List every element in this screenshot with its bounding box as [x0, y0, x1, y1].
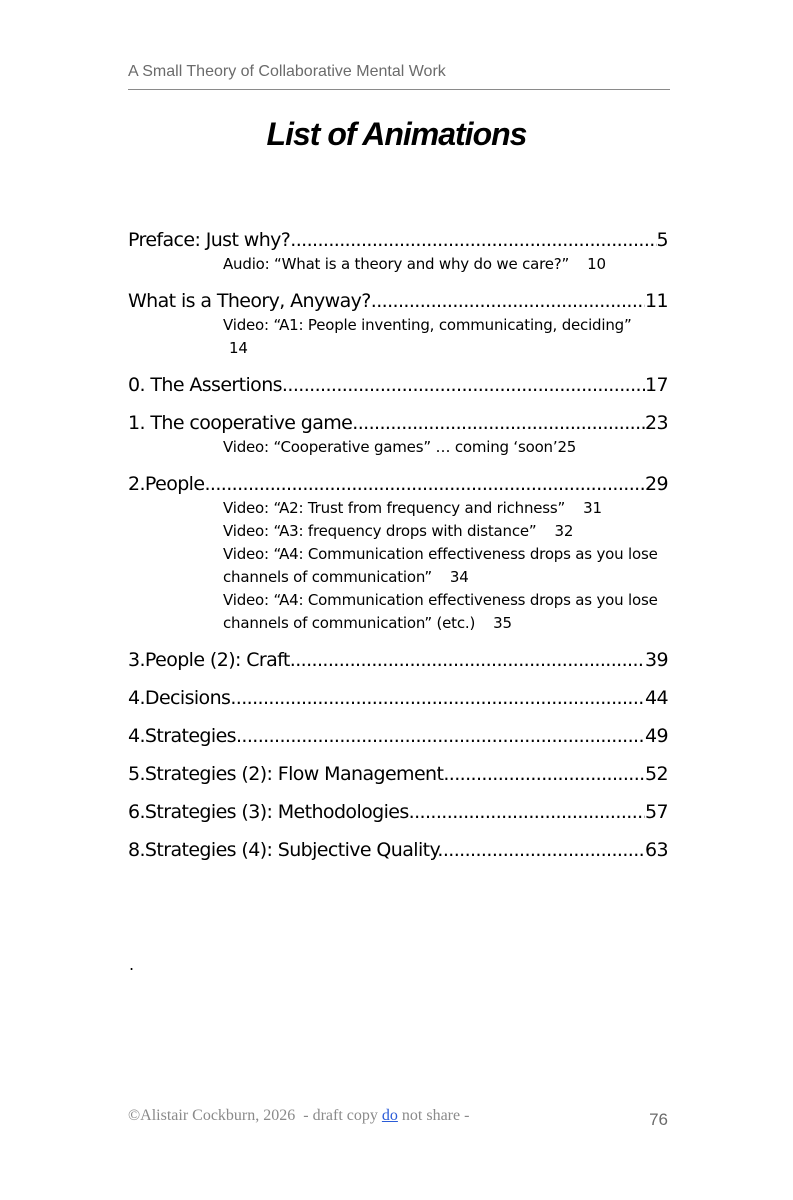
- toc-entry-label: 8.Strategies (4): Subjective Quality.: [128, 839, 443, 861]
- toc-subentry[interactable]: [223, 497, 668, 520]
- toc-entry-label: 0. The Assertions.: [128, 374, 288, 396]
- toc-entry[interactable]: [128, 685, 668, 711]
- toc-entry[interactable]: [128, 227, 668, 253]
- toc-entry-page: 5: [656, 229, 668, 251]
- toc-entry-page: 63: [645, 839, 668, 861]
- toc-subentry-text: Video: “A4: Communication effectiveness drops as you lose channels of communication”: [223, 545, 658, 586]
- toc-subentry-page: 25: [557, 438, 577, 456]
- toc-subentry-page: 34: [449, 568, 469, 586]
- footer-text-start: ©Alistair Cockburn, 2026 - draft copy: [128, 1107, 382, 1124]
- toc-entry-label: What is a Theory, Anyway?: [128, 290, 371, 312]
- toc-entry[interactable]: [128, 799, 668, 825]
- footer-text-end: not share -: [397, 1107, 470, 1124]
- toc-entry-page: 44: [645, 687, 668, 709]
- toc-subentry-text: Audio: “What is a theory and why do we care?”: [223, 255, 570, 273]
- leader-dots: [409, 799, 645, 825]
- toc-entry-page: 49: [645, 725, 668, 747]
- copyright-footer: [128, 1107, 469, 1125]
- toc-item-assertions: [128, 372, 668, 398]
- leader-dots: [443, 761, 645, 787]
- toc-item-preface: [128, 227, 668, 276]
- toc-entry[interactable]: [128, 471, 668, 497]
- leader-dots: [287, 372, 645, 398]
- toc-subentry-page: 31: [583, 499, 602, 517]
- toc-subentry-page: 10: [587, 255, 606, 273]
- toc-item-strategies: [128, 723, 668, 749]
- toc-subentry[interactable]: [223, 520, 668, 543]
- toc-subentry-text: Video: “A1: People inventing, communicating, deciding”: [223, 316, 632, 334]
- toc-entry[interactable]: [128, 288, 668, 314]
- toc-item-theory: [128, 288, 668, 360]
- toc-entry-page: 39: [645, 649, 668, 671]
- toc-entry-label: 5.Strategies (2): Flow Management: [128, 763, 444, 785]
- toc-entry-label: 3.People (2): Craft.: [128, 649, 296, 671]
- toc-entry-label: 2.People.: [128, 473, 210, 495]
- toc-entry[interactable]: [128, 837, 668, 863]
- toc-subentry-page: 14: [229, 339, 248, 357]
- running-header: A Small Theory of Collaborative Mental Work: [128, 63, 670, 90]
- leader-dots: [443, 837, 645, 863]
- toc-subentry-page: 35: [493, 614, 512, 632]
- toc-subentry[interactable]: [223, 436, 668, 459]
- toc-entry[interactable]: [128, 761, 668, 787]
- toc-item-flow-management: [128, 761, 668, 787]
- toc-entry[interactable]: [128, 647, 668, 673]
- toc-entry[interactable]: [128, 723, 668, 749]
- toc-entry-label: 1. The cooperative game: [128, 412, 353, 434]
- toc-subentry[interactable]: [223, 253, 668, 276]
- toc-subentry[interactable]: [223, 543, 668, 589]
- toc-entry-label: Preface: Just why?: [128, 229, 291, 251]
- leader-dots: [230, 685, 645, 711]
- toc-item-people: [128, 471, 668, 635]
- leader-dots: [371, 288, 645, 314]
- toc-entry-page: 52: [645, 763, 668, 785]
- toc-entry-label: 6.Strategies (3): Methodologies: [128, 801, 409, 823]
- toc-entry-page: 11: [645, 290, 668, 312]
- leader-dots: [290, 227, 656, 253]
- leader-dots: [352, 410, 645, 436]
- toc-entry-page: 29: [645, 473, 668, 495]
- page-number: 76: [649, 1110, 668, 1129]
- leader-dots: [295, 647, 645, 673]
- toc-item-cooperative-game: [128, 410, 668, 459]
- toc-subentry[interactable]: [223, 314, 668, 360]
- toc-subentry[interactable]: [223, 589, 668, 635]
- toc-item-methodologies: [128, 799, 668, 825]
- toc-subentry-text: Video: “A4: Communication effectiveness drops as you lose channels of communication” (etc.): [223, 591, 658, 632]
- leader-dots: [241, 723, 645, 749]
- page-title: List of Animations: [266, 116, 527, 152]
- toc-entry-page: 23: [645, 412, 668, 434]
- toc-entry[interactable]: [128, 372, 668, 398]
- table-of-contents: [128, 227, 668, 863]
- toc-item-craft: [128, 647, 668, 673]
- toc-entry-label: 4.Decisions: [128, 687, 231, 709]
- toc-subentry-text: Video: “A2: Trust from frequency and richness”: [223, 499, 566, 517]
- toc-subentry-text: Video: “Cooperative games” … coming ‘soon’: [223, 438, 558, 456]
- toc-entry-label: 4.Strategies.: [128, 725, 242, 747]
- leader-dots: [210, 471, 645, 497]
- toc-item-decisions: [128, 685, 668, 711]
- toc-entry[interactable]: [128, 410, 668, 436]
- footer-underlined-word: do: [381, 1107, 398, 1124]
- toc-subentry-page: 32: [554, 522, 574, 540]
- stray-period: .: [129, 955, 135, 974]
- toc-entry-page: 17: [645, 374, 668, 396]
- toc-subentry-text: Video: “A3: frequency drops with distance”: [223, 522, 537, 540]
- toc-item-subjective-quality: [128, 837, 668, 863]
- toc-entry-page: 57: [645, 801, 668, 823]
